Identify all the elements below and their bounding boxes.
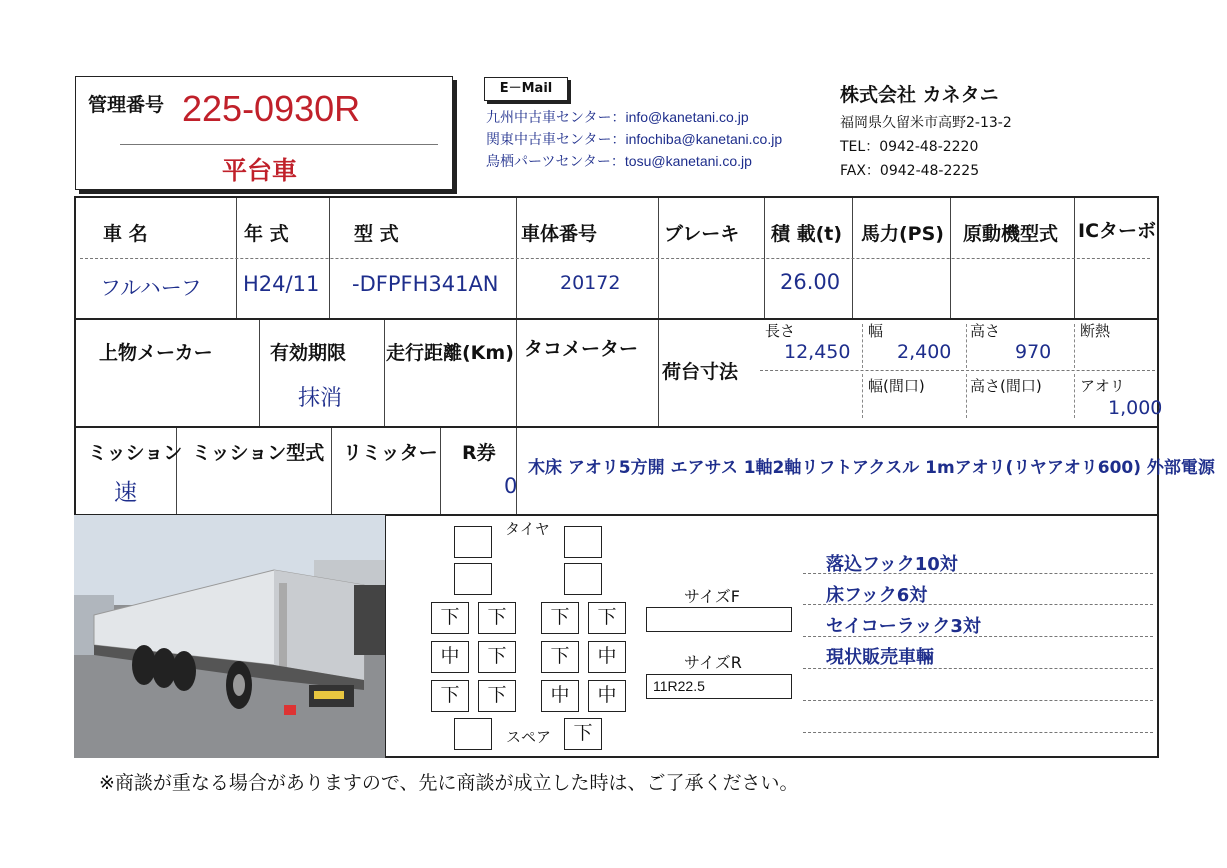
label-year: 年 式 — [244, 223, 289, 245]
row-dash — [760, 370, 1155, 371]
tire-title: タイヤ — [505, 520, 550, 538]
value-model: -DFPFH341AN — [352, 272, 499, 296]
tire-cell: 下 — [541, 602, 579, 634]
body-type: 平台車 — [222, 156, 298, 185]
size-r-field: 11R22.5 — [646, 674, 792, 699]
value-load: 26.00 — [780, 270, 841, 294]
email-item: 関東中古車センター：infochiba@kanetani.co.jp — [486, 131, 783, 148]
col-dash — [862, 324, 863, 368]
truck-photo — [74, 515, 385, 758]
col-line — [658, 320, 659, 426]
value-chassis: 20172 — [560, 272, 621, 294]
company-address: 福岡県久留米市高野2-13-2 — [840, 115, 1012, 131]
tire-cell: 下 — [431, 680, 469, 712]
col-line — [259, 320, 260, 426]
label-car-name: 車 名 — [103, 223, 148, 245]
note-item: セイコーラック3対 — [826, 616, 981, 637]
note-line — [803, 700, 1153, 701]
label-expiry: 有効期限 — [270, 342, 347, 364]
email-list — [486, 107, 782, 173]
dim-value-aori: 1,000 — [1108, 397, 1163, 419]
email-item: 九州中古車センター：info@kanetani.co.jp — [486, 109, 749, 126]
dim-label-opening-height: 高さ(間口) — [970, 377, 1042, 395]
col-line — [384, 320, 385, 426]
label-horsepower: 馬力(PS) — [861, 223, 944, 245]
tire-spare: 下 — [564, 718, 602, 750]
kanri-number: 225-0930R — [182, 88, 361, 129]
tire-front-right-outer — [564, 526, 602, 558]
value-year: H24/11 — [243, 272, 320, 296]
note-line — [803, 732, 1153, 733]
tire-cell: 下 — [478, 602, 516, 634]
company-tel: TEL：0942-48-2220 — [840, 139, 979, 155]
dim-label-height: 高さ — [970, 322, 1001, 340]
tire-cell: 中 — [541, 680, 579, 712]
label-bed-dimensions: 荷台寸法 — [662, 361, 739, 383]
dim-label-length: 長さ — [765, 322, 796, 340]
tire-cell: 下 — [478, 641, 516, 673]
note-item: 落込フック10対 — [826, 554, 958, 575]
email-link[interactable]: infochiba@kanetani.co.jp — [625, 131, 783, 147]
col-dash — [966, 324, 967, 368]
label-ic-turbo: ICターボ — [1078, 220, 1157, 242]
label-mileage: 走行距離(Km) — [386, 342, 514, 364]
tire-cell: 下 — [431, 602, 469, 634]
tire-cell: 下 — [478, 680, 516, 712]
col-line — [516, 428, 517, 514]
tire-cell: 中 — [588, 641, 626, 673]
label-body-maker: 上物メーカー — [99, 342, 213, 364]
footer-note: ※商談が重なる場合がありますので、先に商談が成立した時は、ご了承ください。 — [99, 772, 799, 794]
kanri-label: 管理番号 — [88, 94, 165, 116]
truck-image — [74, 515, 385, 758]
label-brake: ブレーキ — [664, 223, 740, 245]
label-limiter: リミッター — [343, 442, 438, 464]
note-item: 床フック6対 — [826, 585, 928, 606]
photo-border — [385, 515, 386, 758]
label-engine-model: 原動機型式 — [963, 223, 1059, 245]
size-f-field — [646, 607, 792, 632]
email-link[interactable]: info@kanetani.co.jp — [625, 109, 749, 125]
label-tachometer: タコメーター — [524, 338, 639, 360]
tire-front-right-inner — [564, 563, 602, 595]
company-fax: FAX：0942-48-2225 — [840, 163, 980, 179]
col-line — [516, 320, 517, 426]
tire-cell: 中 — [588, 680, 626, 712]
size-r-label: サイズR — [684, 653, 742, 672]
label-model: 型 式 — [354, 223, 399, 245]
kanri-divider — [120, 144, 438, 145]
tire-cell: 中 — [431, 641, 469, 673]
tire-cell: 下 — [588, 602, 626, 634]
col-line — [331, 428, 332, 514]
dim-label-insulation: 断熱 — [1080, 322, 1111, 340]
label-mission: ミッション — [88, 442, 183, 464]
email-title-box: E－Mail — [484, 77, 568, 101]
value-features: 木床 アオリ5方開 エアサス 1軸2軸リフトアクスル 1mアオリ(リヤアオリ600) 外部電源 — [528, 458, 1215, 478]
col-dash — [862, 374, 863, 418]
label-load: 積 載(t) — [771, 223, 843, 245]
col-line — [440, 428, 441, 514]
dim-label-aori: アオリ — [1080, 377, 1125, 395]
row-dash — [80, 258, 1150, 259]
label-chassis: 車体番号 — [521, 223, 598, 245]
size-f-label: サイズF — [684, 587, 740, 606]
dim-label-opening-width: 幅(間口) — [868, 377, 925, 395]
dim-value-width: 2,400 — [897, 341, 952, 363]
tire-spare-left — [454, 718, 492, 750]
value-r-ken: 0 — [504, 474, 518, 498]
spare-label: スペア — [506, 728, 552, 746]
row-divider — [74, 426, 1159, 428]
email-link[interactable]: tosu@kanetani.co.jp — [624, 153, 752, 169]
dim-value-height: 970 — [1015, 341, 1052, 363]
tire-front-left-outer — [454, 526, 492, 558]
email-item: 鳥栖パーツセンター：tosu@kanetani.co.jp — [486, 153, 752, 170]
dim-value-length: 12,450 — [784, 341, 851, 363]
dim-label-width: 幅 — [868, 322, 884, 340]
tire-front-left-inner — [454, 563, 492, 595]
value-car-name: フルハーフ — [100, 276, 202, 300]
value-mission: 速 — [114, 480, 137, 506]
col-dash — [1074, 324, 1075, 368]
col-dash — [1074, 374, 1075, 418]
company-name: 株式会社 カネタニ — [840, 84, 999, 106]
value-expiry: 抹消 — [298, 386, 343, 411]
note-item: 現状販売車輛 — [826, 647, 934, 668]
label-mission-model: ミッション型式 — [192, 442, 325, 464]
tire-cell: 下 — [541, 641, 579, 673]
label-r-ken: R券 — [462, 442, 496, 464]
col-dash — [966, 374, 967, 418]
